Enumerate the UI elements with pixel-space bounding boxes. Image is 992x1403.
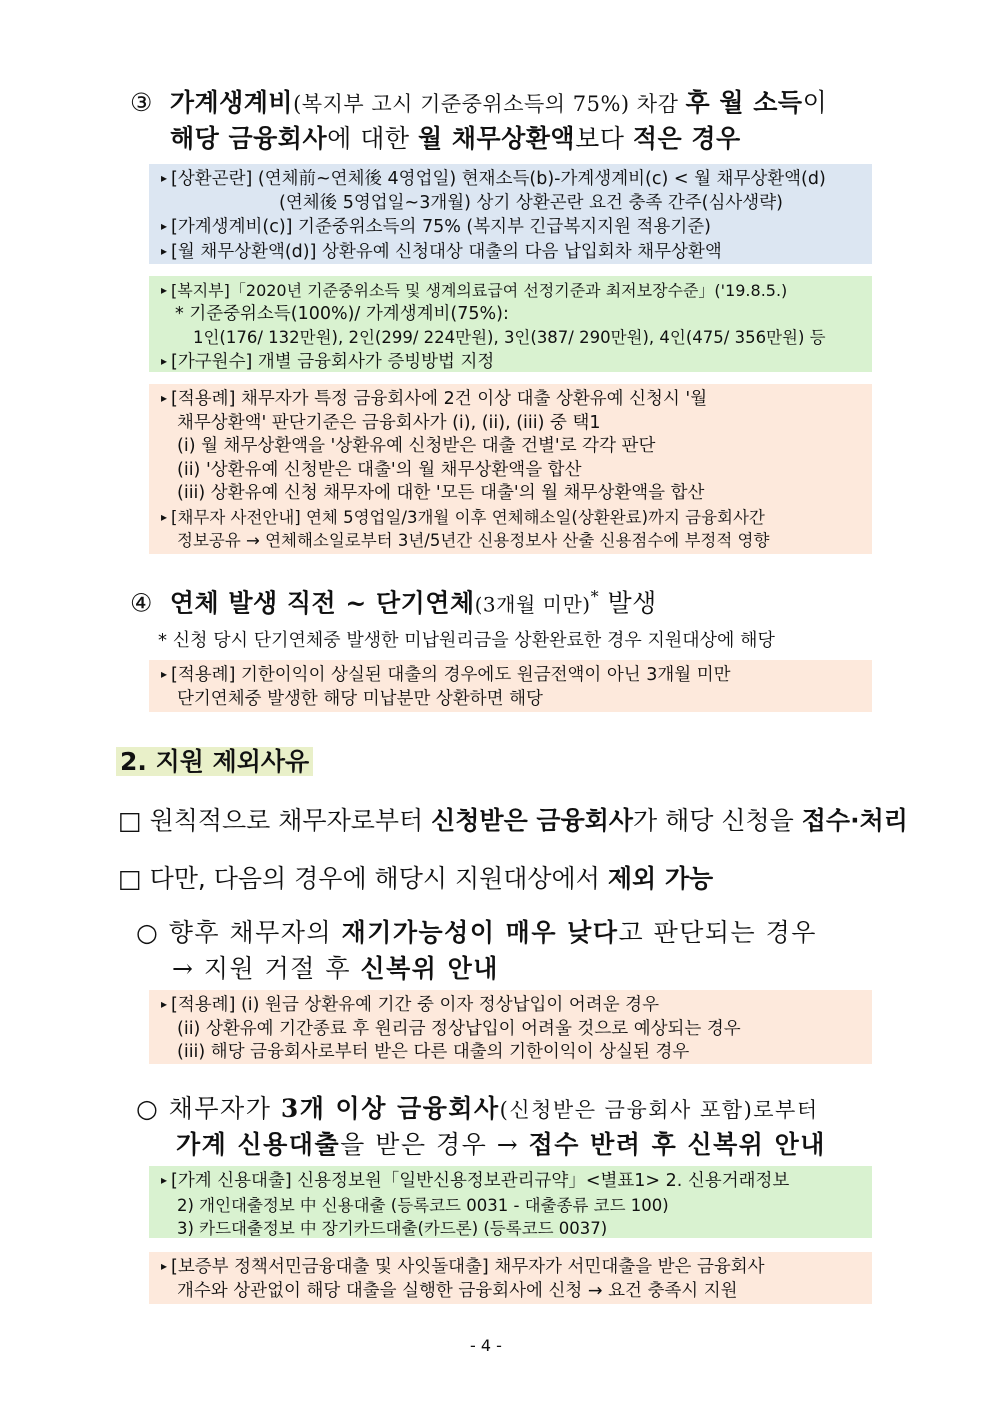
box-row-text: (iii) 상환유예 신청 채무자에 대한 '모든 대출'의 월 채무상환액을 합산 <box>177 483 705 503</box>
box-application-example-3 <box>149 990 872 1064</box>
household-credit-text: 을 받은 경우 → <box>340 1130 529 1159</box>
item-3-text-end: 이 <box>802 88 828 117</box>
bullet-three-companies <box>136 1092 819 1127</box>
box-row-text: (i) 월 채무상환액을 '상환유예 신청받은 대출 건별'로 각각 판단 <box>177 436 656 456</box>
item-4-text: 발생 <box>599 588 657 618</box>
box-welfare-standard <box>149 276 872 372</box>
item-3-marker: ③ <box>130 88 153 117</box>
box-row-text: [적용례] (i) 원금 상환유예 기간 중 이자 정상납입이 어려운 경우 <box>171 995 659 1015</box>
reject-guide-term: 접수 반려 후 신복위 안내 <box>528 1130 826 1159</box>
low-recovery-text: ○ 향후 채무자의 <box>136 918 342 947</box>
box-row-text: 정보공유 → 연체해소일로부터 3년/5년간 신용정보사 산출 신용점수에 부정적 영향 <box>177 531 770 550</box>
bullet-three-companies-line2 <box>176 1128 826 1162</box>
low-recovery-text2: 고 판단되는 경우 <box>618 918 817 947</box>
page-number: - 4 - <box>470 1336 502 1355</box>
triangle-bullet-icon: ▸ <box>161 997 168 1011</box>
box-row-text: [보증부 정책서민금융대출 및 사잇돌대출] 채무자가 서민대출을 받은 금융회사 <box>171 1257 765 1277</box>
box-row <box>161 1280 864 1304</box>
item-3-line1 <box>130 86 827 121</box>
box-row <box>161 663 864 688</box>
box-row <box>161 326 864 350</box>
box-row <box>161 1255 864 1280</box>
triangle-bullet-icon: ▸ <box>161 391 168 405</box>
box-row <box>161 279 864 303</box>
box-row-text: (ii) 상환유예 기간종료 후 원리금 정상납입이 어려울 것으로 예상되는 경우 <box>177 1018 741 1039</box>
short-term-delinquency-term: 연체 발생 직전 ~ 단기연체 <box>169 588 475 618</box>
box-row <box>161 482 864 506</box>
box-row-text: [채무자 사전안내] 연체 5영업일/3개월 이후 연체해소일(상환완료)까지 금융회사간 <box>171 507 765 527</box>
triangle-bullet-icon: ▸ <box>161 1173 168 1187</box>
monthly-income-term: 후 월 소득 <box>685 88 803 117</box>
box-application-example-2 <box>149 660 872 712</box>
box-row-text: 개수와 상관없이 해당 대출을 실행한 금융회사에 신청 → 요건 충족시 지원 <box>177 1280 738 1301</box>
item-4-line1 <box>130 580 657 621</box>
item-4-paren: (3개월 미만) <box>474 592 591 617</box>
less-case-term: 적은 경우 <box>632 124 741 153</box>
item-4-footnote-mark: * <box>590 587 600 606</box>
box-row-text: * 기준중위소득(100%)/ 가계생계비(75%): <box>175 303 509 324</box>
three-companies-paren: (신청받은 금융회사 포함)로부터 <box>499 1098 819 1122</box>
box-row <box>161 1217 864 1241</box>
item-4-note: * 신청 당시 단기연체중 발생한 미납원리금을 상환완료한 경우 지원대상에 해당 <box>158 630 775 651</box>
box-row <box>161 1169 864 1194</box>
box-row-text: 채무상환액' 판단기준은 금융회사가 (i), (ii), (iii) 중 택1 <box>177 412 601 433</box>
three-companies-term: 3개 이상 금융회사 <box>280 1094 500 1123</box>
box-row-text: 2) 개인대출정보 中 신용대출 (등록코드 0031 - 대출종류 코드 100) <box>177 1195 669 1215</box>
box-row <box>161 215 864 240</box>
box-row <box>161 993 864 1018</box>
triangle-bullet-icon: ▸ <box>161 1259 168 1273</box>
item-4-marker: ④ <box>130 588 153 618</box>
section-2-title <box>116 744 313 780</box>
box-row <box>161 459 864 483</box>
box-row <box>161 529 864 553</box>
box-household-credit <box>149 1166 872 1238</box>
ccrs-guide-term: 신복위 안내 <box>360 954 499 983</box>
paragraph-exclusion <box>118 862 713 896</box>
box-row <box>161 1041 864 1065</box>
low-recovery-term: 재기가능성이 매우 낮다 <box>341 918 619 947</box>
box-row <box>161 435 864 459</box>
box-row <box>161 412 864 436</box>
triangle-bullet-icon: ▸ <box>161 171 168 185</box>
item-3-text3: 보다 <box>575 124 633 153</box>
household-credit-loan-term: 가계 신용대출 <box>176 1130 341 1159</box>
box-row-text: [적용례] 채무자가 특정 금융회사에 2건 이상 대출 상환유예 신청시 '월 <box>171 389 708 409</box>
box-row-text: [복지부]「2020년 기준중위소득 및 생계의료급여 선정기준과 최저보장수준」('19.8.5.) <box>171 281 788 300</box>
box-application-example <box>149 384 872 554</box>
triangle-bullet-icon: ▸ <box>161 219 168 233</box>
box-row <box>161 303 864 327</box>
box-row-text: 3) 카드대출정보 中 장기카드대출(카드론) (등록코드 0037) <box>177 1219 608 1238</box>
box-row <box>161 1018 864 1042</box>
item-3-line2 <box>170 122 741 156</box>
refusal-text: → 지원 거절 후 <box>172 954 361 983</box>
box-guaranteed-loan <box>149 1252 872 1304</box>
item-3-text2: 에 대한 <box>327 124 418 153</box>
box-row-text: [월 채무상환액(d)] 상환유예 신청대상 대출의 다음 납입회차 채무상환액 <box>171 241 722 262</box>
section-2-title-text: 2. 지원 제외사유 <box>116 747 313 776</box>
box-row-text: 1인(176/ 132만원), 2인(299/ 224만원), 3인(387/ 290만원), 4인(475/ 356만원) 등 <box>193 328 826 347</box>
box-row-text: [가계 신용대출] 신용정보원「일반신용정보관리규약」<별표1> 2. 신용거래정보 <box>171 1171 790 1191</box>
box-row-text: (iii) 해당 금융회사로부터 받은 다른 대출의 기한이익이 상실된 경우 <box>177 1042 690 1062</box>
box-row <box>161 1194 864 1218</box>
triangle-bullet-icon: ▸ <box>161 283 168 297</box>
box-row-text: (ii) '상환유예 신청받은 대출'의 월 채무상환액을 합산 <box>177 459 582 480</box>
box-row <box>161 688 864 712</box>
triangle-bullet-icon: ▸ <box>161 243 168 258</box>
bullet-low-recovery <box>136 916 817 950</box>
box-row-text: [적용례] 기한이익이 상실된 대출의 경우에도 원금전액이 아닌 3개월 미만 <box>171 665 731 685</box>
exclusion-text: □ 다만, 다음의 경우에 해당시 지원대상에서 <box>118 864 608 893</box>
three-companies-text: ○ 채무자가 <box>136 1094 281 1123</box>
triangle-bullet-icon: ▸ <box>161 353 168 368</box>
living-cost-term: 가계생계비 <box>169 88 294 117</box>
triangle-bullet-icon: ▸ <box>161 667 168 681</box>
principle-text2: 가 해당 신청을 <box>633 806 802 835</box>
box-repayment-difficulty <box>149 164 872 264</box>
box-row <box>161 192 864 216</box>
box-row <box>161 167 864 192</box>
box-row-text: [가계생계비(c)] 기준중위소득의 75% (복지부 긴급복지지원 적용기준) <box>171 217 711 237</box>
paragraph-principle <box>118 804 908 838</box>
financial-company-term: 해당 금융회사 <box>170 124 328 153</box>
accept-process-term: 접수·처리 <box>801 806 908 835</box>
box-row-text: [가구원수] 개별 금융회사가 증빙방법 지정 <box>171 351 495 372</box>
box-row <box>161 506 864 530</box>
box-row <box>161 350 864 375</box>
item-3-text: (복지부 고시 기준중위소득의 75%) 차감 <box>293 92 686 116</box>
monthly-repayment-term: 월 채무상환액 <box>417 124 576 153</box>
triangle-bullet-icon: ▸ <box>161 509 168 524</box>
box-row <box>161 387 864 412</box>
bullet-low-recovery-line2 <box>172 952 499 986</box>
box-row <box>161 240 864 265</box>
exclusion-possible-term: 제외 가능 <box>607 864 714 893</box>
requested-company-term: 신청받은 금융회사 <box>431 806 634 835</box>
principle-text: □ 원칙적으로 채무자로부터 <box>118 806 432 835</box>
box-row-text: 단기연체중 발생한 해당 미납분만 상환하면 해당 <box>177 688 543 709</box>
box-row-text: [상환곤란] (연체前~연체後 4영업일) 현재소득(b)-가계생계비(c) < 월 채무상환액(d) <box>171 169 826 189</box>
box-row-text: (연체後 5영업일~3개월) 상기 상환곤란 요건 충족 간주(심사생략) <box>279 192 783 213</box>
